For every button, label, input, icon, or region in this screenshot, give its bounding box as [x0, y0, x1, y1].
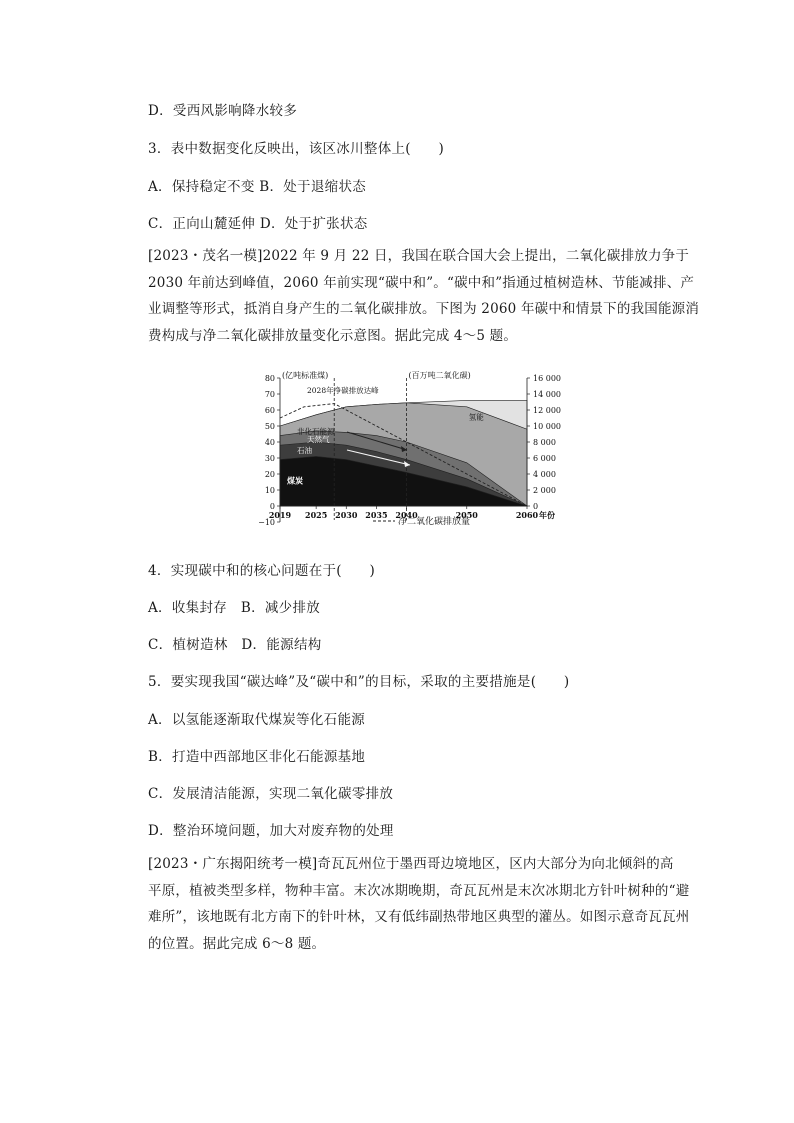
- left-tick-label: 70: [264, 390, 275, 399]
- q5-option-a: A．以氢能逐渐取代煤炭等化石能源: [148, 712, 366, 728]
- q5-option-d: D．整治环境问题，加大对废弃物的处理: [148, 823, 394, 839]
- q4-stem: 4．实现碳中和的核心问题在于( ): [148, 563, 376, 579]
- left-axis-label: (亿吨标准煤): [282, 371, 329, 380]
- x-axis-label: 年份: [539, 510, 555, 520]
- intro-paragraph-6-8: [148, 851, 690, 957]
- intro-line: 业调整等形式，抵消自身产生的二氧化碳排放。下图为 2060 年碳中和情景下的我国能源消: [148, 301, 700, 317]
- left-tick-label: −10: [258, 518, 275, 527]
- intro-line: 难所”，该地既有北方南下的针叶林，又有低纬副热带地区典型的灌丛。如图示意奇瓦瓦州: [148, 909, 690, 925]
- peak-label: 2028年净碳排放达峰: [307, 386, 379, 395]
- hydrogen-label: 氢能: [468, 412, 484, 422]
- oil-label: 石油: [297, 446, 312, 456]
- left-tick-label: 20: [264, 470, 275, 479]
- intro-line: 2030 年前达到峰值，2060 年前实现“碳中和”。“碳中和”指通过植树造林、节能减排、产: [148, 274, 695, 291]
- right-tick-label: 2 000: [533, 486, 556, 495]
- legend-label: 净二氧化碳排放量: [398, 517, 471, 527]
- energy-emission-chart: [255, 368, 575, 528]
- intro-line: [2023・茂名一模]2022 年 9 月 22 日，我国在联合国大会上提出，二氧化碳排放力争于: [148, 248, 690, 264]
- left-tick-label: 50: [264, 422, 275, 431]
- left-tick-label: 80: [264, 374, 275, 383]
- left-tick-label: 10: [264, 486, 275, 495]
- x-tick-label: 2019: [268, 510, 292, 520]
- right-tick-label: 8 000: [533, 438, 556, 447]
- coal-label: 煤炭: [287, 475, 303, 486]
- q5-option-b: B．打造中西部地区非化石能源基地: [148, 749, 366, 765]
- right-tick-label: 16 000: [533, 374, 561, 383]
- right-tick-label: 14 000: [533, 390, 561, 399]
- right-tick-label: 4 000: [533, 470, 556, 479]
- x-tick-label: 2025: [305, 510, 328, 520]
- q5-stem: 5．要实现我国“碳达峰”及“碳中和”的目标，采取的主要措施是( ): [148, 674, 570, 690]
- right-tick-label: 6 000: [533, 454, 556, 463]
- q3-options-cd: C．正向山麓延伸 D．处于扩张状态: [148, 216, 368, 232]
- x-tick-label: 2050: [455, 510, 478, 520]
- nonfossil-label: 非化石能源: [297, 427, 335, 436]
- q4-options-cd: C．植树造林 D．能源结构: [148, 637, 322, 653]
- left-tick-label: 0: [269, 502, 275, 511]
- q5-option-c: C．发展清洁能源，实现二氧化碳零排放: [148, 786, 394, 802]
- intro-line: [2023・广东揭阳统考一模]奇瓦瓦州位于墨西哥边境地区，区内大部分为向北倾斜的高: [148, 856, 674, 872]
- intro-line: 费构成与净二氧化碳排放量变化示意图。据此完成 4～5 题。: [148, 327, 518, 344]
- q3-stem: 3．表中数据变化反映出，该区冰川整体上( ): [148, 141, 445, 157]
- left-tick-label: 40: [264, 438, 275, 447]
- left-tick-label: 30: [264, 454, 275, 463]
- x-tick-label: 2040: [395, 510, 418, 520]
- intro-line: 平原，植被类型多样，物种丰富。末次冰期晚期，奇瓦瓦州是末次冰期北方针叶树种的“避: [148, 882, 690, 899]
- intro-paragraph-4-5: [148, 243, 700, 349]
- left-tick-label: 60: [264, 406, 275, 415]
- right-axis-label: (百万吨二氧化碳): [408, 371, 471, 380]
- q4-options-ab: A．收集封存 B．减少排放: [148, 600, 321, 616]
- x-tick-label: 2060: [515, 510, 539, 520]
- x-tick-label: 2030: [335, 510, 358, 520]
- q2-option-d: D．受西风影响降水较多: [148, 103, 298, 119]
- right-tick-label: 0: [533, 502, 539, 511]
- right-tick-label: 12 000: [533, 406, 561, 415]
- intro-line: 的位置。据此完成 6～8 题。: [148, 935, 326, 952]
- gas-label: 天然气: [307, 435, 330, 444]
- right-tick-label: 10 000: [533, 422, 561, 431]
- q3-options-ab: A．保持稳定不变 B．处于退缩状态: [148, 179, 367, 195]
- x-tick-label: 2035: [365, 510, 388, 520]
